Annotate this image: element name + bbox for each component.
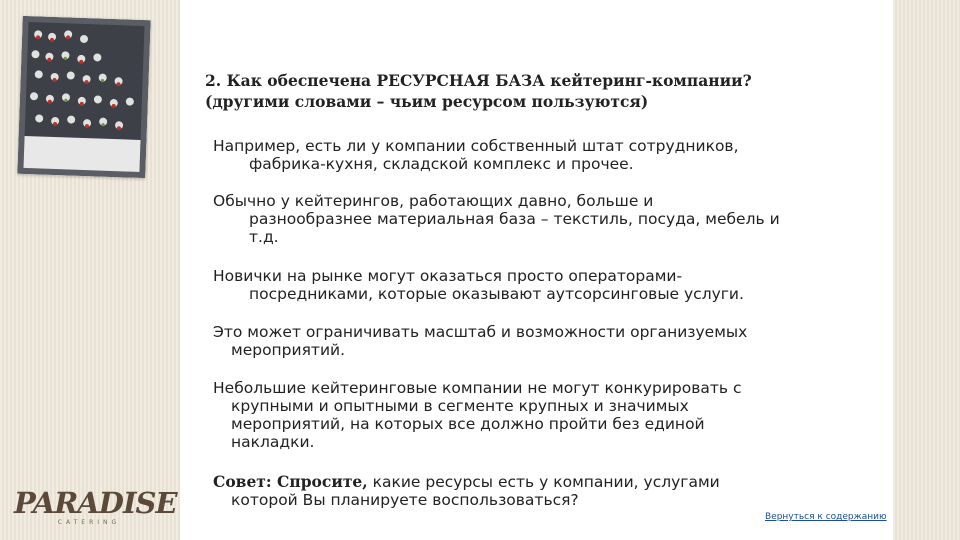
paragraph-line: Например, есть ли у компании собственный штат сотрудников, [213, 137, 739, 155]
paragraph-5 [213, 379, 843, 451]
paragraph-line: которой Вы планируете воспользоваться? [231, 491, 579, 509]
paragraph-line: разнообразнее материальная база – текстиль, посуда, мебель и [249, 210, 780, 228]
paragraph-1 [213, 137, 843, 173]
catering-photo [17, 16, 150, 178]
paragraph-line: Обычно у кейтерингов, работающих давно, больше и [213, 192, 654, 210]
paradise-catering-logo [14, 486, 177, 528]
paragraph-3 [213, 267, 843, 303]
paragraph-4 [213, 323, 843, 359]
logo-wordmark: PARADISE [14, 486, 177, 520]
paragraph-line: мероприятий. [231, 341, 346, 359]
paragraph-line: накладки. [231, 433, 315, 451]
paragraph-line: Небольшие кейтеринговые компании не могут конкурировать с [213, 379, 742, 397]
heading-line-1: 2. Как обеспечена РЕСУРСНАЯ БАЗА кейтеринг-компании? [205, 71, 752, 90]
slide-heading [205, 70, 855, 112]
paragraph-line [213, 473, 843, 491]
paragraph-line: фабрика-кухня, складской комплекс и прочее. [249, 155, 634, 173]
paragraph-line: Новички на рынке могут оказаться просто операторами- [213, 267, 683, 285]
back-to-contents-link[interactable]: Вернуться к содержанию [765, 512, 887, 522]
logo-subtitle: CATERING [57, 519, 121, 526]
paragraph-6-advice [213, 473, 843, 509]
heading-line-2: (другими словами – чьим ресурсом пользуются) [205, 92, 649, 111]
advice-label: Совет: Спросите, [213, 472, 368, 491]
paragraph-2 [213, 192, 843, 246]
paragraph-line: т.д. [249, 228, 279, 246]
right-decorative-strip [893, 0, 960, 540]
paragraph-line: Это может ограничивать масштаб и возможности организуемых [213, 323, 748, 341]
paragraph-line: посредниками, которые оказывают аутсорсинговые услуги. [249, 285, 744, 303]
paragraph-line: крупными и опытными в сегменте крупных и значимых [231, 397, 689, 415]
paragraph-line: мероприятий, на которых все должно пройти без единой [231, 415, 705, 433]
advice-text: какие ресурсы есть у компании, услугами [367, 473, 720, 491]
